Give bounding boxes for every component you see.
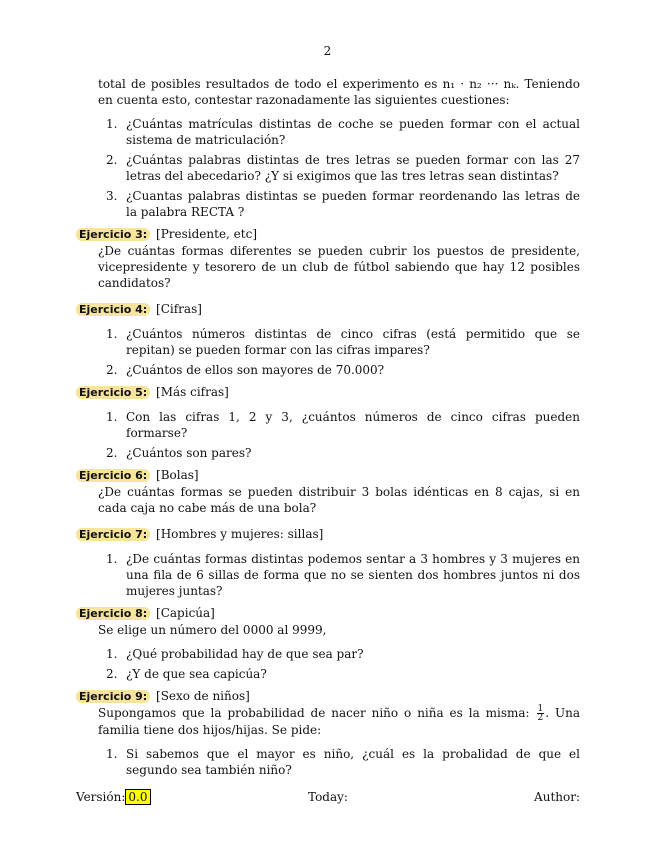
list-item: 1. Con las cifras 1, 2 y 3, ¿cuántos números de cinco cifras pueden formarse? — [106, 410, 580, 440]
exercise-3-text: ¿De cuántas formas diferentes se pueden cubrir los puestos de presidente, vicepresidente y tesorero de un club de fútbol sabiendo que hay 12 posibles candidatos? — [98, 244, 580, 290]
list-item: 1. Si sabemos que el mayor es niño, ¿cuál es la probalidad de que el segundo sea también niño? — [106, 747, 580, 777]
exercise-label: Ejercicio 4: — [76, 303, 150, 316]
exercise-label: Ejercicio 7: — [76, 528, 150, 541]
exercise-label: Ejercicio 6: — [76, 469, 150, 482]
exercise-title: [Presidente, etc] — [156, 227, 258, 241]
exercise-9-heading — [76, 688, 580, 705]
exercise-label: Ejercicio 3: — [76, 228, 150, 241]
exercise-title: [Hombres y mujeres: sillas] — [156, 527, 324, 541]
exercise-9-list — [98, 746, 580, 778]
exercise-5-heading — [76, 384, 580, 401]
exercise-8-heading — [76, 605, 580, 622]
intro-list — [98, 116, 580, 220]
list-item: 2. ¿Cuántas palabras distintas de tres letras se pueden formar con las 27 letras del abecedario? ¿Y si exigimos que las tres letras sean distintas? — [106, 153, 580, 183]
today-label: Today: — [308, 790, 348, 804]
exercise-title: [Más cifras] — [156, 385, 229, 399]
exercise-label: Ejercicio 5: — [76, 386, 150, 399]
document-body — [76, 76, 580, 782]
exercise-7-list — [98, 551, 580, 599]
page-number: 2 — [323, 44, 332, 58]
exercise-3-heading — [76, 226, 580, 243]
fraction-one-half: $\frac{1}{2}$ — [537, 704, 544, 723]
list-item: 2. ¿Cuántos son pares? — [106, 446, 252, 460]
exercise-7-heading — [76, 526, 580, 543]
version-value: 0.0 — [125, 789, 150, 805]
exercise-8-list — [98, 646, 580, 682]
list-item: 1. ¿De cuántas formas distintas podemos sentar a 3 hombres y 3 mujeres en una fila de 6 sillas de forma que no se sienten dos hombres juntos ni dos mujeres juntas? — [106, 552, 580, 598]
version-info: Versión: 0.0 — [76, 790, 151, 804]
exercise-6-heading — [76, 467, 580, 484]
exercise-title: [Bolas] — [156, 468, 199, 482]
exercise-label: Ejercicio 8: — [76, 607, 150, 620]
list-item: 1. ¿Qué probabilidad hay de que sea par? — [106, 647, 364, 661]
list-item: 1. ¿Cuántos números distintas de cinco cifras (está permitido que se repitan) se pueden formar con las cifras impares? — [106, 327, 580, 357]
list-item: 1. ¿Cuántas matrículas distintas de coche se pueden formar con el actual sistema de matriculación? — [106, 117, 580, 147]
exercise-4-list — [98, 326, 580, 378]
author-label: Author: — [534, 790, 580, 804]
exercise-5-list — [98, 409, 580, 461]
exercise-8-text: Se elige un número del 0000 al 9999, — [98, 623, 327, 637]
exercise-title: [Capicúa] — [156, 606, 215, 620]
exercise-4-heading — [76, 301, 580, 318]
list-item: 2. ¿Cuántos de ellos son mayores de 70.000? — [106, 363, 385, 377]
exercise-title: [Cifras] — [156, 302, 202, 316]
list-item: 3. ¿Cuantas palabras distintas se pueden formar reordenando las letras de la palabra RECTA ? — [106, 189, 580, 219]
exercise-title: [Sexo de niños] — [156, 689, 250, 703]
exercise-label: Ejercicio 9: — [76, 690, 150, 703]
exercise-9-text: Supongamos que la probabilidad de nacer niño o niña es la misma: $\frac{1}{2}$ . Una familia tiene dos hijos/hijas. Se pide: — [98, 704, 580, 737]
exercise-6-text: ¿De cuántas formas se pueden distribuir 3 bolas idénticas en 8 cajas, si en cada caja no cabe más de una bola? — [98, 485, 580, 515]
intro-text: total de posibles resultados de todo el experimento es n₁ · n₂ ··· nₖ. Teniendo en cuenta esto, contestar razonadamente las siguientes cuestiones: — [98, 77, 580, 107]
list-item: 2. ¿Y de que sea capicúa? — [106, 667, 267, 681]
